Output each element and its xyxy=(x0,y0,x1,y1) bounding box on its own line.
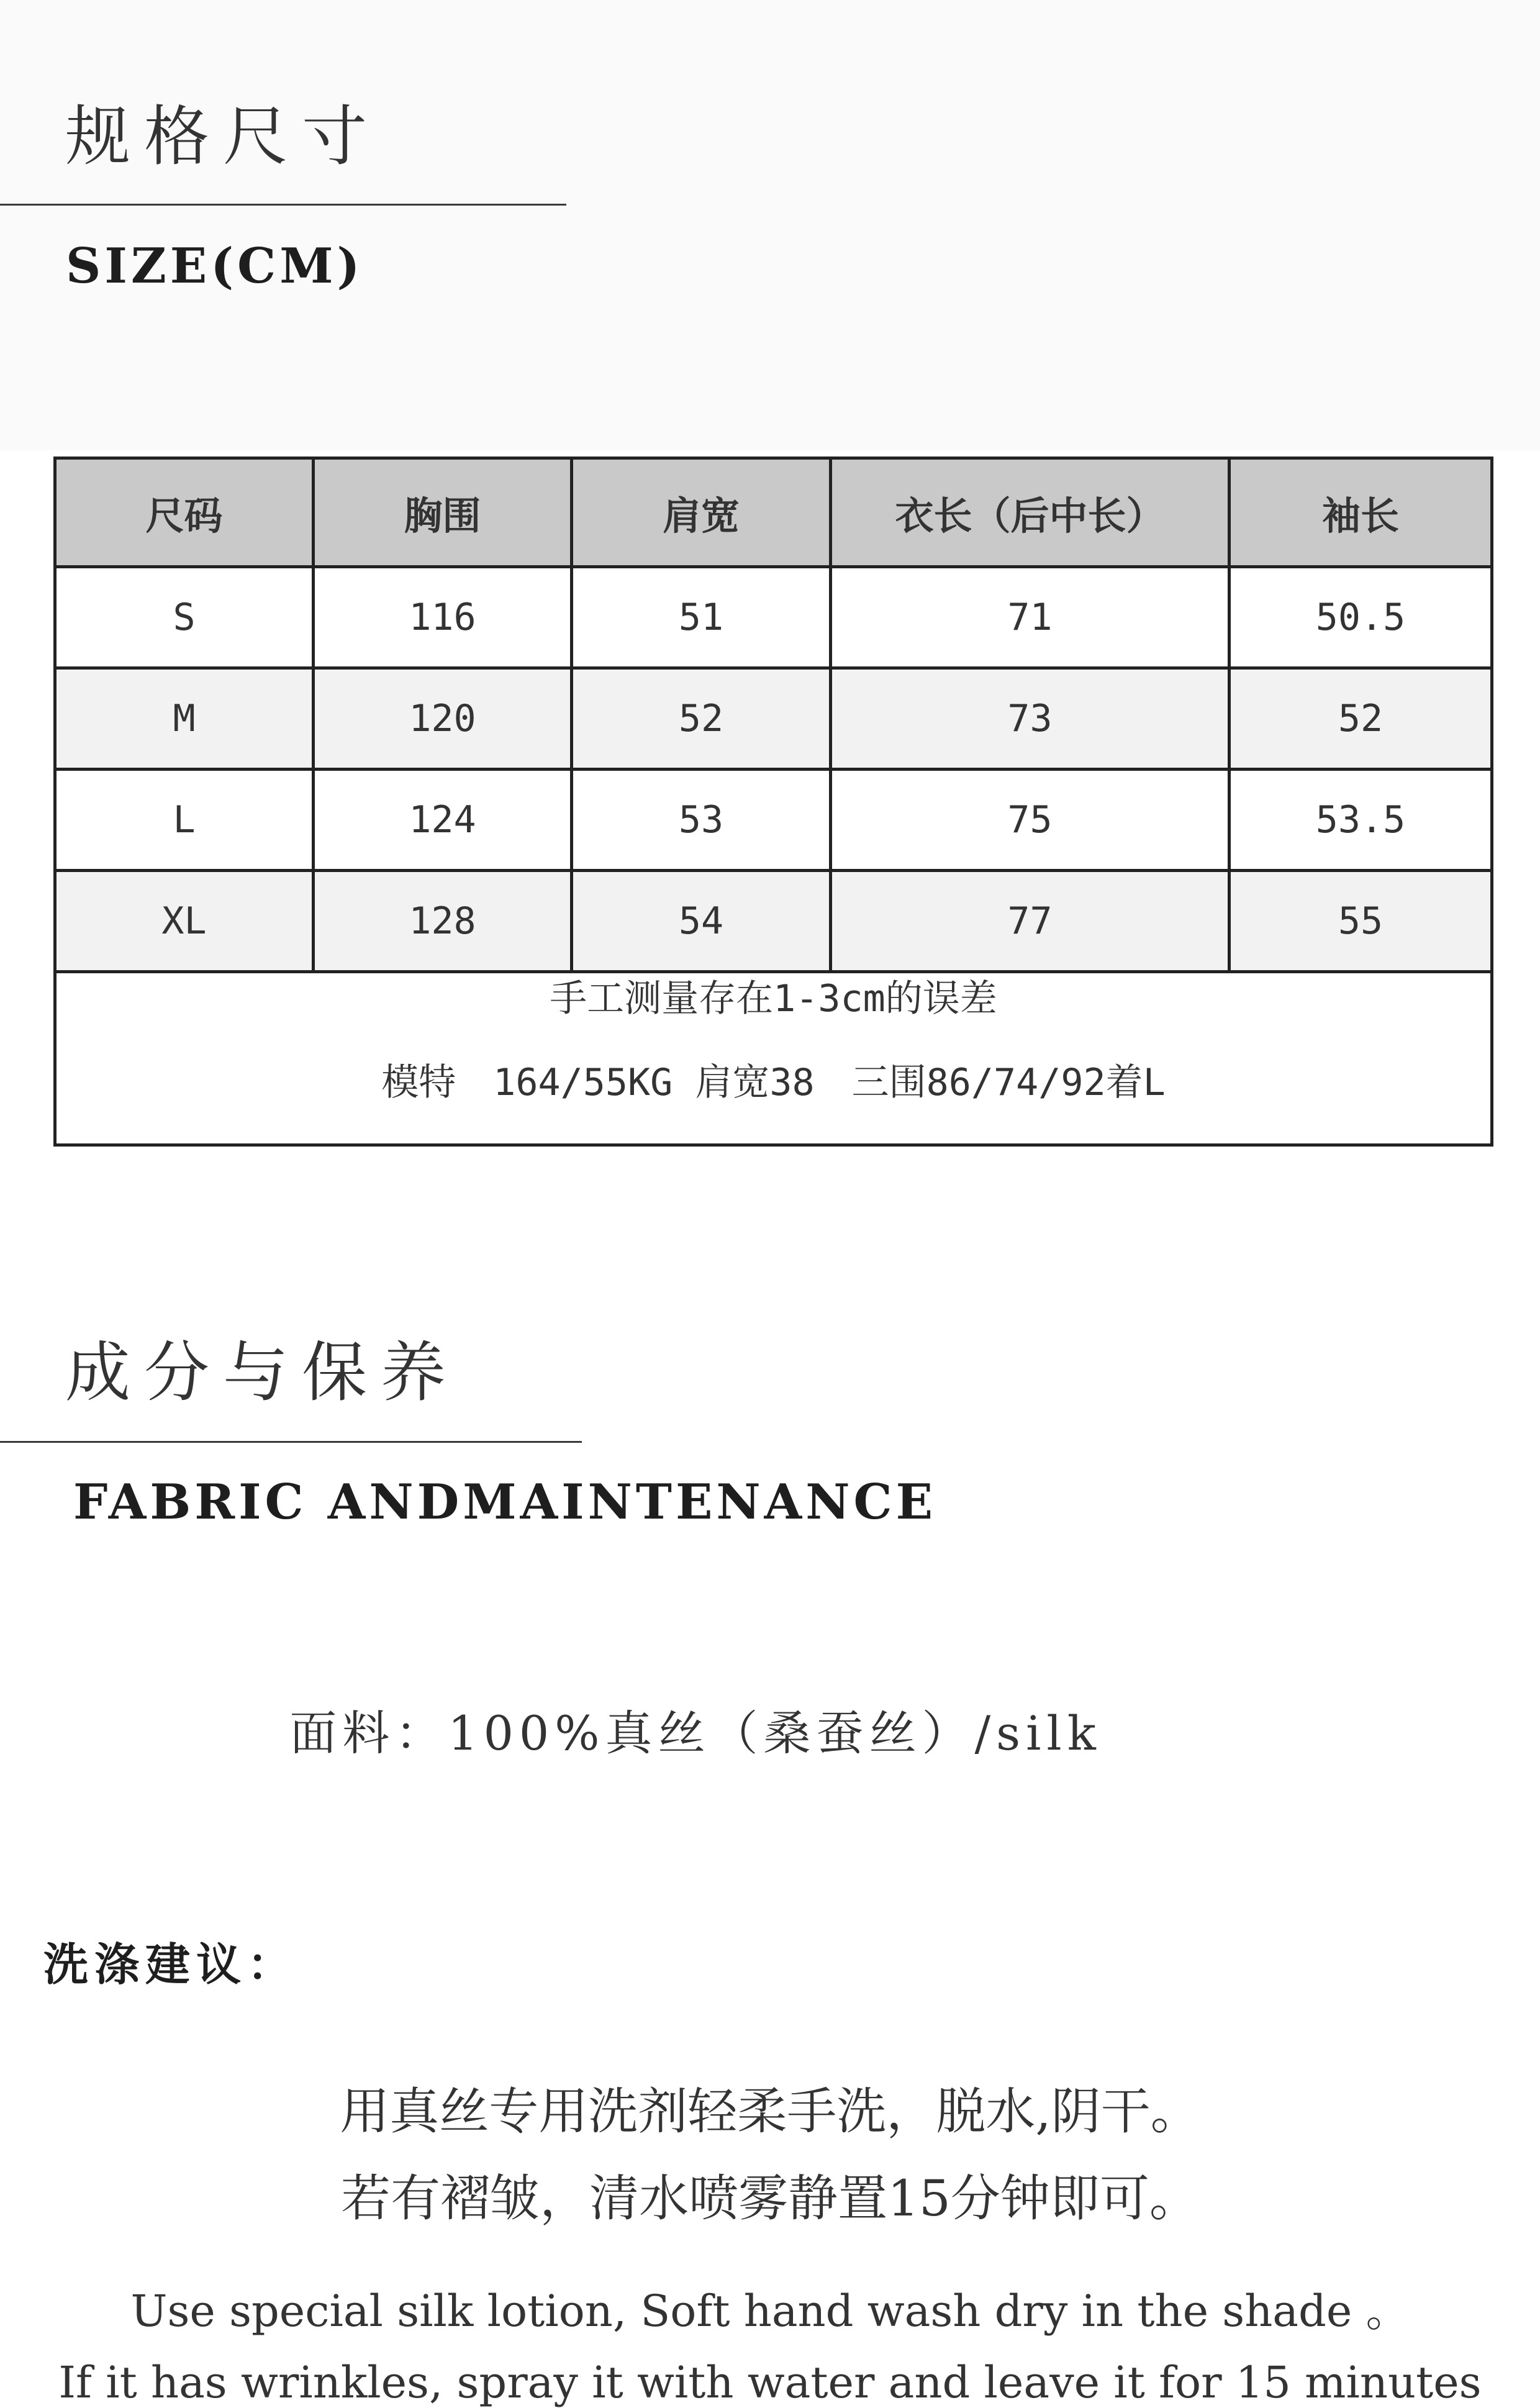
table-note-row xyxy=(55,972,1492,1145)
care-instruction-en-1: Use special silk lotion, Soft hand wash dry in the shade 。 xyxy=(130,2286,1410,2337)
cell-sleeve: 52 xyxy=(1230,668,1492,770)
model-info-note: 模特 164/55KG 肩宽38 三围86/74/92着L xyxy=(381,1061,1166,1104)
size-heading-cn: 规格尺寸 xyxy=(65,99,381,175)
cell-chest: 116 xyxy=(314,567,572,668)
cell-length: 73 xyxy=(831,668,1230,770)
cell-length: 77 xyxy=(831,871,1230,972)
cell-chest: 120 xyxy=(314,668,572,770)
cell-size: S xyxy=(55,567,314,668)
wash-advice-title: 洗涤建议： xyxy=(43,1938,299,1991)
cell-shoulder: 54 xyxy=(572,871,831,972)
cell-chest: 128 xyxy=(314,871,572,972)
size-heading-rule xyxy=(0,204,566,206)
cell-size: L xyxy=(55,770,314,871)
table-note xyxy=(55,972,1492,1145)
cell-sleeve: 53.5 xyxy=(1230,770,1492,871)
fabric-heading-cn: 成分与保养 xyxy=(65,1335,460,1411)
care-instruction-2: 若有褶皱，清水喷雾静置15分钟即可。 xyxy=(341,2169,1199,2227)
cell-shoulder: 52 xyxy=(572,668,831,770)
table-row xyxy=(55,668,1492,770)
header-background xyxy=(0,0,1540,450)
care-instruction-1: 用真丝专用洗剂轻柔手洗，脱水,阴干。 xyxy=(340,2083,1200,2140)
size-table xyxy=(53,457,1493,1147)
cell-sleeve: 50.5 xyxy=(1230,567,1492,668)
table-header-row xyxy=(55,458,1492,567)
measurement-error-note: 手工测量存在1-3cm的误差 xyxy=(550,977,997,1020)
fabric-composition: 面料：100%真丝（桑蚕丝）/silk xyxy=(289,1706,1102,1761)
header-length: 衣长（后中长） xyxy=(831,458,1230,567)
cell-shoulder: 51 xyxy=(572,567,831,668)
header-size: 尺码 xyxy=(55,458,314,567)
fabric-heading-en: FABRIC ANDMAINTENANCE xyxy=(73,1474,937,1530)
header-chest: 胸围 xyxy=(314,458,572,567)
care-instruction-en-2: If it has wrinkles, spray it with water and leave it for 15 minutes xyxy=(58,2357,1482,2408)
header-sleeve: 袖长 xyxy=(1230,458,1492,567)
table-row xyxy=(55,871,1492,972)
cell-chest: 124 xyxy=(314,770,572,871)
cell-length: 71 xyxy=(831,567,1230,668)
table-row xyxy=(55,567,1492,668)
header-shoulder: 肩宽 xyxy=(572,458,831,567)
cell-sleeve: 55 xyxy=(1230,871,1492,972)
cell-length: 75 xyxy=(831,770,1230,871)
cell-shoulder: 53 xyxy=(572,770,831,871)
table-row xyxy=(55,770,1492,871)
cell-size: XL xyxy=(55,871,314,972)
fabric-heading-rule xyxy=(0,1441,582,1443)
size-heading-en: SIZE(CM) xyxy=(66,238,364,294)
cell-size: M xyxy=(55,668,314,770)
